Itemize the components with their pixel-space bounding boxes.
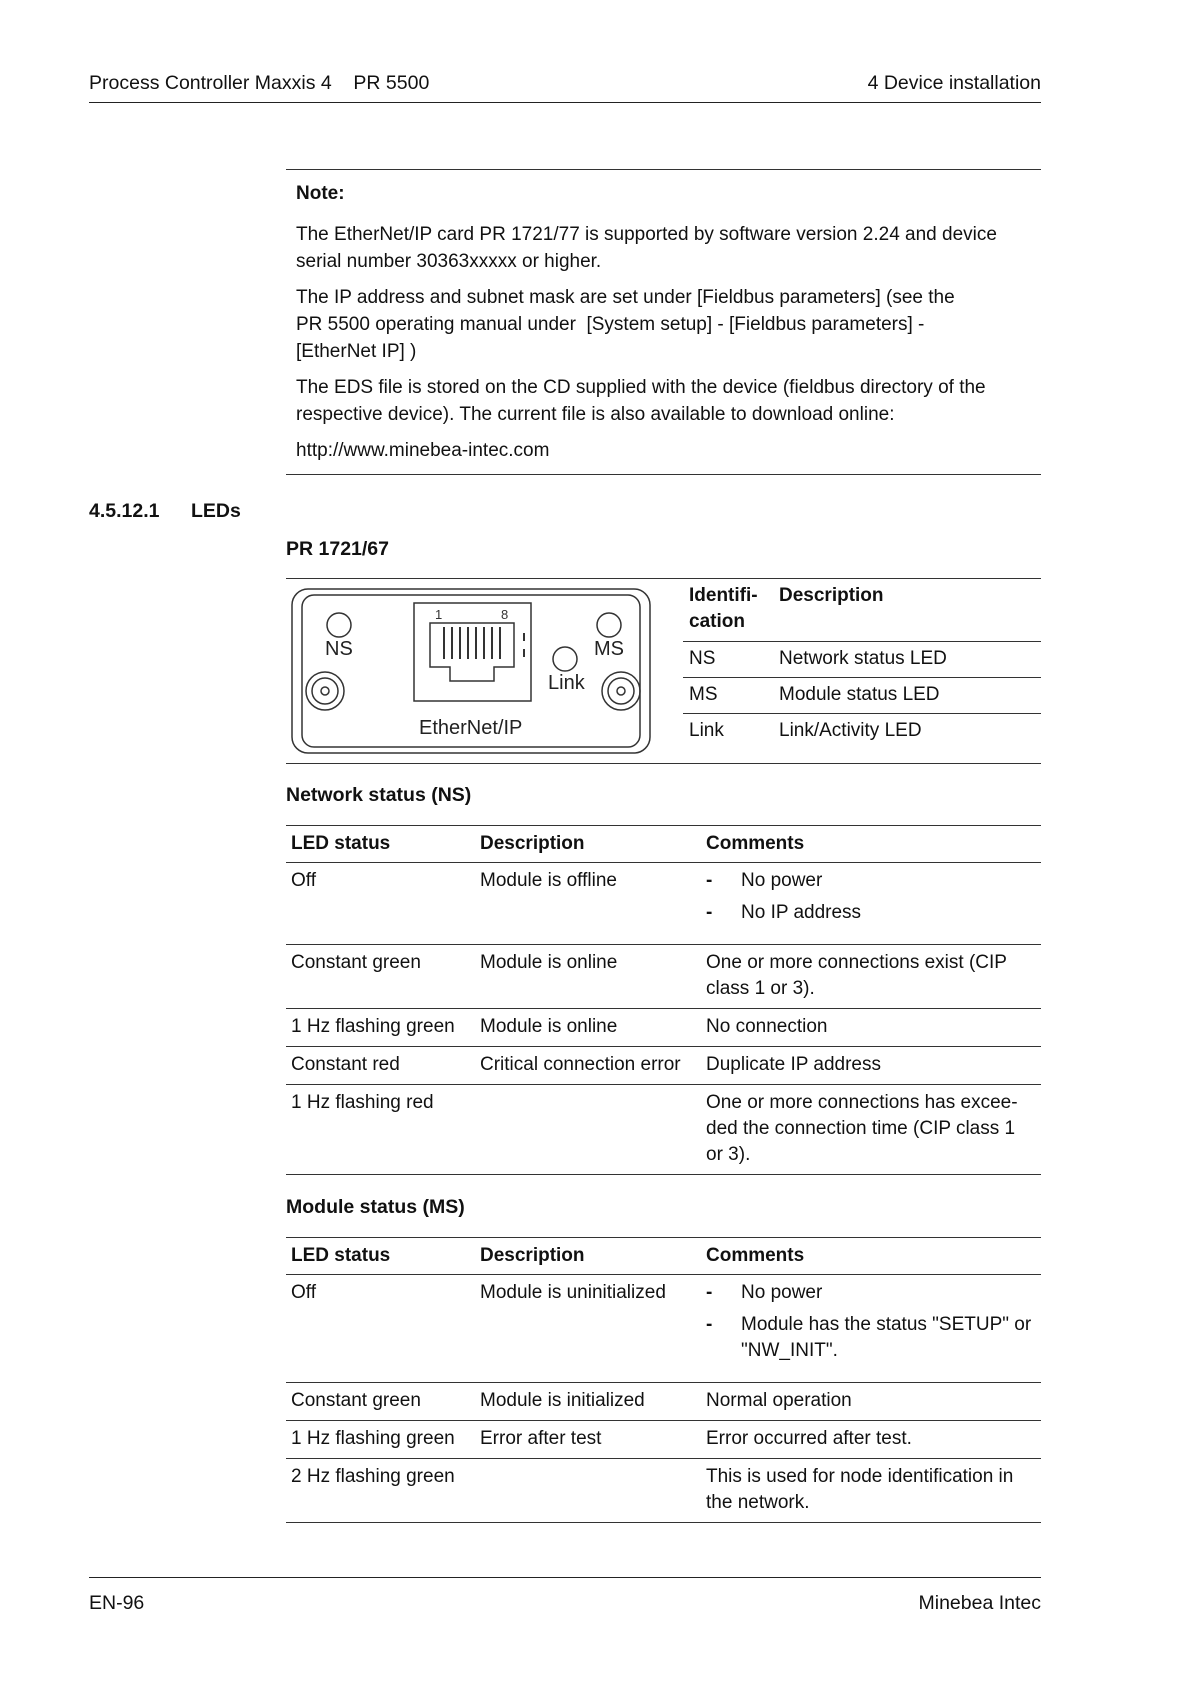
note-p2-line3: [EtherNet IP] ): [296, 341, 417, 362]
list-item: - No power: [706, 1280, 1035, 1306]
col-header: LED status: [286, 1238, 475, 1275]
id-cell: MS: [683, 678, 773, 714]
desc-cell: Network status LED: [773, 642, 1041, 678]
device-block: [286, 578, 1041, 764]
status-cell: Off: [286, 1275, 475, 1383]
id-cell: NS: [683, 642, 773, 678]
col-header: Comments: [701, 826, 1041, 863]
col-header: LED status: [286, 826, 475, 863]
list-item: - No IP address: [706, 900, 1035, 926]
status-cell: Constant red: [286, 1047, 475, 1085]
section-number: 4.5.12.1: [89, 500, 160, 522]
col-header: Comments: [701, 1238, 1041, 1275]
list-item: - No power: [706, 868, 1035, 894]
table-row: [286, 1009, 1041, 1047]
footer-brand: Minebea Intec: [918, 1592, 1041, 1614]
desc-cell: [475, 1459, 701, 1523]
status-cell: 1 Hz flashing green: [286, 1009, 475, 1047]
device-heading: PR 1721/67: [286, 538, 389, 560]
link-led-icon: [553, 647, 577, 671]
desc-cell: Link/Activity LED: [773, 714, 1041, 750]
table-row: [683, 678, 1041, 714]
note-p2-line1: The IP address and subnet mask are set under [Fieldbus parameters] (see the: [296, 287, 955, 308]
col-header: Description: [475, 826, 701, 863]
link-label: Link: [548, 672, 585, 694]
note-paragraph-3: The EDS file is stored on the CD supplied with the device (fieldbus directory of the respective device). The current file is also available to download online:: [296, 377, 986, 425]
network-status-table: [286, 825, 1041, 1175]
desc-cell: Critical connection error: [475, 1047, 701, 1085]
table-row: [683, 642, 1041, 678]
table-row: [286, 1383, 1041, 1421]
status-cell: Constant green: [286, 1383, 475, 1421]
pin-1-label: 1: [435, 607, 443, 622]
table-row: [286, 1047, 1041, 1085]
note-box: [286, 169, 1041, 475]
table-row: [286, 1085, 1041, 1175]
header-chapter: 4 Device installation: [867, 72, 1041, 94]
table-row: [286, 863, 1041, 945]
status-cell: 1 Hz flashing green: [286, 1421, 475, 1459]
ethernet-ip-brand-label: EtherNet/IP: [419, 717, 523, 739]
comment-cell: Error occurred after test.: [701, 1421, 1041, 1459]
status-cell: 2 Hz flashing green: [286, 1459, 475, 1523]
desc-cell: [475, 1085, 701, 1175]
note-p2-line2: PR 5500 operating manual under [System setup] - [Fieldbus parameters] -: [296, 314, 925, 335]
list-item: - Module has the status "SETUP" or "NW_INIT".: [706, 1312, 1035, 1364]
ms-label: MS: [594, 638, 624, 660]
comment-cell: This is used for node identification in the network.: [701, 1459, 1041, 1523]
desc-cell: Module is online: [475, 945, 701, 1009]
status-cell: Constant green: [286, 945, 475, 1009]
header-title: Process Controller Maxxis 4 PR 5500: [89, 72, 430, 94]
ns-led-icon: [327, 613, 351, 637]
desc-cell: Module is initialized: [475, 1383, 701, 1421]
comment-cell: No connection: [701, 1009, 1041, 1047]
desc-cell: Error after test: [475, 1421, 701, 1459]
comment-cell: One or more connections has excee-ded the connection time (CIP class 1 or 3).: [701, 1085, 1041, 1175]
id-col-header: Identifi- cation: [689, 585, 758, 632]
table-row: [286, 945, 1041, 1009]
pin-8-label: 8: [501, 607, 509, 622]
desc-cell: Module is uninitialized: [475, 1275, 701, 1383]
ns-label: NS: [325, 638, 353, 660]
ns-heading: Network status (NS): [286, 784, 472, 806]
desc-cell: Module status LED: [773, 678, 1041, 714]
comment-cell: Duplicate IP address: [701, 1047, 1041, 1085]
status-cell: 1 Hz flashing red: [286, 1085, 475, 1175]
note-url[interactable]: http://www.minebea-intec.com: [296, 440, 550, 461]
page-header: [89, 72, 1041, 103]
ms-heading: Module status (MS): [286, 1196, 465, 1218]
page-number: EN-96: [89, 1592, 145, 1614]
ethernet-ip-module-diagram: [288, 585, 666, 755]
col-header: Description: [475, 1238, 701, 1275]
ms-led-icon: [597, 613, 621, 637]
id-cell: Link: [683, 714, 773, 750]
comment-cell: [701, 1275, 1041, 1383]
page-footer: [89, 1577, 1041, 1614]
note-paragraph-2: [296, 284, 1041, 365]
section-title: LEDs: [191, 500, 241, 522]
comment-cell: [701, 863, 1041, 945]
table-row: [286, 1275, 1041, 1383]
desc-cell: Module is online: [475, 1009, 701, 1047]
table-row: [286, 1421, 1041, 1459]
module-status-table: [286, 1237, 1041, 1523]
table-row: [683, 714, 1041, 750]
desc-cell: Module is offline: [475, 863, 701, 945]
desc-col-header: Description: [779, 585, 884, 606]
note-title: Note:: [296, 183, 345, 204]
led-identification-table: [683, 579, 1041, 749]
table-row: [286, 1459, 1041, 1523]
comment-cell: Normal operation: [701, 1383, 1041, 1421]
comment-cell: One or more connections exist (CIP class 1 or 3).: [701, 945, 1041, 1009]
note-paragraph-1: The EtherNet/IP card PR 1721/77 is supported by software version 2.24 and device serial number 30363xxxxx or higher.: [296, 224, 997, 272]
status-cell: Off: [286, 863, 475, 945]
